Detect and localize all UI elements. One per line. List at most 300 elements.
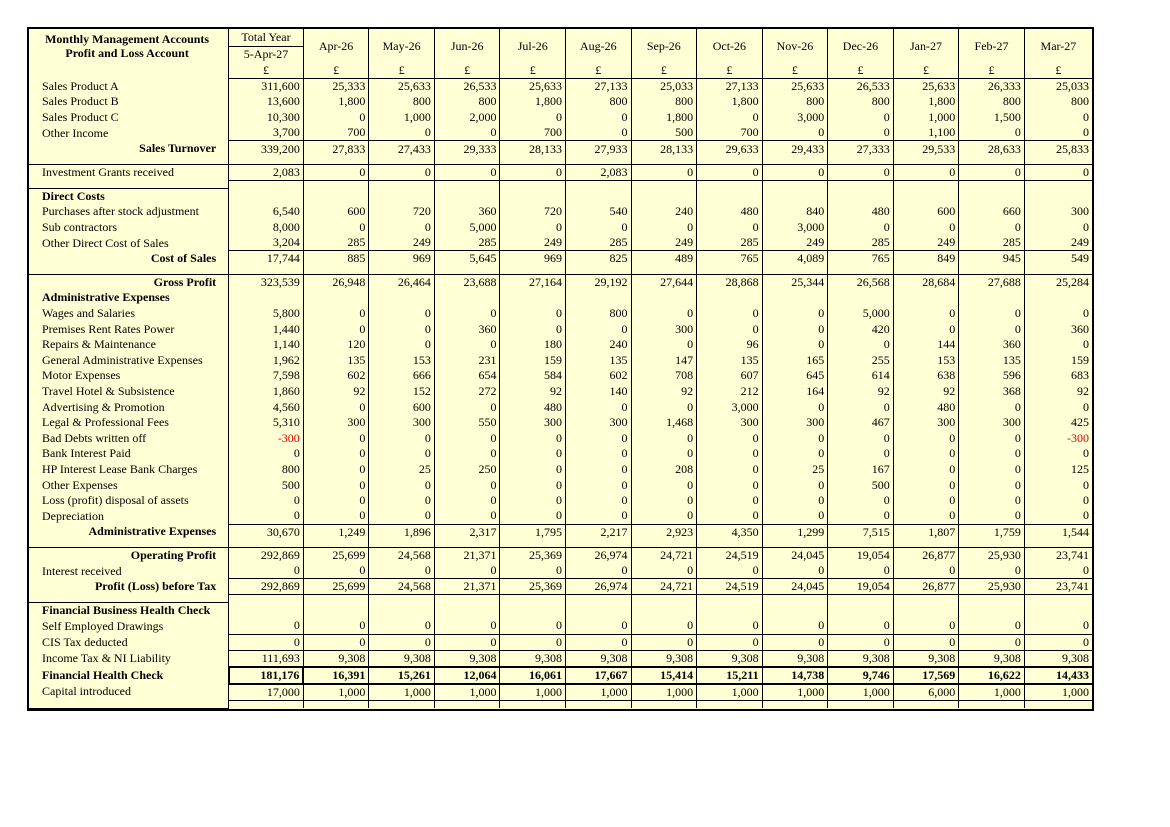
spacer-cell bbox=[893, 595, 959, 603]
month-value-cell: 0 bbox=[434, 618, 500, 634]
month-value-cell: 480 bbox=[893, 399, 959, 415]
spacer-cell bbox=[303, 595, 369, 603]
month-value-cell: 0 bbox=[893, 477, 959, 493]
spacer-cell bbox=[893, 181, 959, 189]
month-value-cell: 0 bbox=[434, 399, 500, 415]
empty-cell bbox=[697, 603, 763, 619]
empty-cell bbox=[303, 603, 369, 619]
month-value-cell: 120 bbox=[303, 337, 369, 353]
month-value-cell: 27,433 bbox=[369, 141, 435, 157]
month-header: Dec-26 bbox=[828, 29, 894, 63]
total-year-cell: 8,000 bbox=[229, 220, 304, 236]
month-value-cell: 0 bbox=[762, 321, 828, 337]
row-label-sub-contractors: Sub contractors bbox=[29, 220, 229, 236]
month-value-cell: 0 bbox=[303, 306, 369, 322]
month-value-cell: 0 bbox=[762, 493, 828, 509]
month-value-cell: 0 bbox=[893, 321, 959, 337]
empty-cell bbox=[229, 290, 304, 306]
month-value-cell: 0 bbox=[762, 446, 828, 462]
total-year-cell: 0 bbox=[229, 493, 304, 509]
spacer-cell bbox=[762, 267, 828, 275]
month-value-cell: 0 bbox=[697, 430, 763, 446]
month-value-cell: 600 bbox=[893, 204, 959, 220]
month-value-cell: 0 bbox=[1024, 634, 1092, 650]
month-value-cell: 27,833 bbox=[303, 141, 369, 157]
month-value-cell: 0 bbox=[631, 477, 697, 493]
month-value-cell: 212 bbox=[697, 384, 763, 400]
empty-cell bbox=[762, 603, 828, 619]
currency-symbol: £ bbox=[631, 63, 697, 79]
row-label-investment-grants-received: Investment Grants received bbox=[29, 165, 229, 181]
month-value-cell: 300 bbox=[303, 415, 369, 431]
month-value-cell: 0 bbox=[762, 306, 828, 322]
total-year-cell: 0 bbox=[229, 634, 304, 650]
month-value-cell: 26,974 bbox=[566, 579, 632, 595]
currency-symbol: £ bbox=[762, 63, 828, 79]
currency-symbol: £ bbox=[369, 63, 435, 79]
month-value-cell: 27,164 bbox=[500, 275, 566, 291]
month-value-cell: 27,688 bbox=[959, 275, 1025, 291]
month-value-cell: 0 bbox=[434, 446, 500, 462]
spacer-row bbox=[29, 157, 1092, 165]
month-value-cell: 2,000 bbox=[434, 110, 500, 126]
spacer-row bbox=[29, 267, 1092, 275]
month-value-cell: 800 bbox=[434, 94, 500, 110]
month-value-cell: 584 bbox=[500, 368, 566, 384]
month-value-cell: 7,515 bbox=[828, 524, 894, 540]
month-value-cell: 0 bbox=[893, 508, 959, 524]
total-year-cell: 311,600 bbox=[229, 79, 304, 95]
table-row bbox=[29, 399, 1092, 415]
empty-cell bbox=[828, 189, 894, 205]
month-value-cell: 1,000 bbox=[434, 684, 500, 701]
month-value-cell: 25,369 bbox=[500, 548, 566, 564]
spacer-cell bbox=[500, 181, 566, 189]
spacer-cell bbox=[697, 157, 763, 165]
spacer-cell bbox=[500, 267, 566, 275]
table-row bbox=[29, 618, 1092, 634]
total-year-cell: 10,300 bbox=[229, 110, 304, 126]
month-value-cell: 27,644 bbox=[631, 275, 697, 291]
month-value-cell: 840 bbox=[762, 204, 828, 220]
month-value-cell: 0 bbox=[566, 462, 632, 478]
month-value-cell: 0 bbox=[303, 508, 369, 524]
spacer-cell bbox=[959, 181, 1025, 189]
month-value-cell: 9,308 bbox=[762, 650, 828, 667]
empty-cell bbox=[229, 603, 304, 619]
month-value-cell: 135 bbox=[303, 353, 369, 369]
spacer-cell bbox=[1024, 595, 1092, 603]
spacer-row bbox=[29, 700, 1092, 708]
month-value-cell: 0 bbox=[500, 430, 566, 446]
month-header: Apr-26 bbox=[303, 29, 369, 63]
month-value-cell: 16,391 bbox=[303, 667, 369, 684]
month-value-cell: 28,868 bbox=[697, 275, 763, 291]
total-year-cell: 181,176 bbox=[229, 667, 304, 684]
spacer-cell bbox=[959, 700, 1025, 708]
spacer-cell bbox=[303, 267, 369, 275]
row-label-bank-interest-paid: Bank Interest Paid bbox=[29, 446, 229, 462]
month-value-cell: 24,519 bbox=[697, 579, 763, 595]
month-value-cell: 5,000 bbox=[828, 306, 894, 322]
month-value-cell: 23,741 bbox=[1024, 579, 1092, 595]
month-value-cell: 700 bbox=[303, 125, 369, 141]
month-value-cell: 249 bbox=[762, 235, 828, 251]
month-value-cell: 0 bbox=[1024, 306, 1092, 322]
month-value-cell: 0 bbox=[303, 446, 369, 462]
month-value-cell: 25,930 bbox=[959, 579, 1025, 595]
spacer-cell bbox=[369, 267, 435, 275]
month-value-cell: 153 bbox=[893, 353, 959, 369]
month-value-cell: 360 bbox=[1024, 321, 1092, 337]
total-year-cell: 1,860 bbox=[229, 384, 304, 400]
month-value-cell: 0 bbox=[303, 321, 369, 337]
month-value-cell: 800 bbox=[566, 306, 632, 322]
month-value-cell: 16,622 bbox=[959, 667, 1025, 684]
month-value-cell: 0 bbox=[566, 493, 632, 509]
month-value-cell: 1,544 bbox=[1024, 524, 1092, 540]
month-value-cell: 0 bbox=[959, 220, 1025, 236]
month-value-cell: 360 bbox=[959, 337, 1025, 353]
month-value-cell: 800 bbox=[828, 94, 894, 110]
month-value-cell: 0 bbox=[1024, 563, 1092, 579]
month-value-cell: 0 bbox=[828, 337, 894, 353]
section-heading-row bbox=[29, 290, 1092, 306]
month-value-cell: 638 bbox=[893, 368, 959, 384]
month-value-cell: 285 bbox=[697, 235, 763, 251]
month-value-cell: 25 bbox=[369, 462, 435, 478]
month-value-cell: 0 bbox=[1024, 477, 1092, 493]
month-value-cell: 500 bbox=[631, 125, 697, 141]
month-value-cell: 0 bbox=[566, 430, 632, 446]
total-year-cell: 7,598 bbox=[229, 368, 304, 384]
month-value-cell: 231 bbox=[434, 353, 500, 369]
month-value-cell: 0 bbox=[697, 508, 763, 524]
month-value-cell: 26,333 bbox=[959, 79, 1025, 95]
row-label-other-direct-cost-of-sales: Other Direct Cost of Sales bbox=[29, 235, 229, 251]
month-value-cell: 92 bbox=[303, 384, 369, 400]
month-value-cell: 0 bbox=[434, 508, 500, 524]
month-value-cell: 29,533 bbox=[893, 141, 959, 157]
month-value-cell: 24,721 bbox=[631, 548, 697, 564]
month-value-cell: 0 bbox=[893, 493, 959, 509]
month-value-cell: 24,045 bbox=[762, 548, 828, 564]
spacer-cell bbox=[369, 700, 435, 708]
month-value-cell: 480 bbox=[500, 399, 566, 415]
empty-cell bbox=[697, 290, 763, 306]
month-value-cell: 9,308 bbox=[500, 650, 566, 667]
month-value-cell: 0 bbox=[369, 618, 435, 634]
month-value-cell: 0 bbox=[697, 618, 763, 634]
month-value-cell: 240 bbox=[631, 204, 697, 220]
month-value-cell: 0 bbox=[828, 446, 894, 462]
month-value-cell: 0 bbox=[566, 220, 632, 236]
month-header: Jan-27 bbox=[893, 29, 959, 63]
month-value-cell: 0 bbox=[500, 477, 566, 493]
total-year-cell: 339,200 bbox=[229, 141, 304, 157]
month-value-cell: 167 bbox=[828, 462, 894, 478]
month-value-cell: 15,211 bbox=[697, 667, 763, 684]
month-value-cell: 0 bbox=[697, 634, 763, 650]
month-value-cell: 3,000 bbox=[697, 399, 763, 415]
month-value-cell: 0 bbox=[303, 110, 369, 126]
month-value-cell: 0 bbox=[500, 634, 566, 650]
profit-loss-table bbox=[29, 29, 1092, 709]
year-end-header: 5-Apr-27 bbox=[229, 46, 304, 63]
spacer-cell bbox=[566, 540, 632, 548]
month-value-cell: 1,000 bbox=[959, 684, 1025, 701]
table-row bbox=[29, 415, 1092, 431]
empty-cell bbox=[229, 189, 304, 205]
spacer-cell bbox=[566, 267, 632, 275]
month-value-cell: 1,000 bbox=[697, 684, 763, 701]
spacer-cell bbox=[303, 700, 369, 708]
month-value-cell: 300 bbox=[762, 415, 828, 431]
empty-cell bbox=[828, 290, 894, 306]
month-value-cell: 0 bbox=[697, 446, 763, 462]
month-value-cell: 602 bbox=[303, 368, 369, 384]
month-value-cell: 0 bbox=[303, 399, 369, 415]
row-label-administrative-expenses: Administrative Expenses bbox=[29, 290, 229, 306]
empty-cell bbox=[566, 189, 632, 205]
month-value-cell: 29,333 bbox=[434, 141, 500, 157]
month-value-cell: 19,054 bbox=[828, 579, 894, 595]
table-row bbox=[29, 446, 1092, 462]
empty-cell bbox=[566, 290, 632, 306]
spacer-cell bbox=[229, 181, 304, 189]
month-value-cell: 5,645 bbox=[434, 251, 500, 267]
month-value-cell: 300 bbox=[500, 415, 566, 431]
month-value-cell: 800 bbox=[959, 94, 1025, 110]
spacer-cell bbox=[29, 595, 229, 603]
month-value-cell: 2,923 bbox=[631, 524, 697, 540]
month-value-cell: 125 bbox=[1024, 462, 1092, 478]
month-value-cell: 1,896 bbox=[369, 524, 435, 540]
spacer-cell bbox=[828, 595, 894, 603]
profit-loss-sheet bbox=[27, 27, 1094, 711]
month-value-cell: 0 bbox=[959, 493, 1025, 509]
row-label-advertising-promotion: Advertising & Promotion bbox=[29, 399, 229, 415]
month-value-cell: 425 bbox=[1024, 415, 1092, 431]
row-label-hp-interest-lease-bank-charges: HP Interest Lease Bank Charges bbox=[29, 462, 229, 478]
spacer-cell bbox=[566, 157, 632, 165]
month-value-cell: 0 bbox=[697, 477, 763, 493]
month-value-cell: 666 bbox=[369, 368, 435, 384]
month-value-cell: 92 bbox=[828, 384, 894, 400]
total-year-cell: 0 bbox=[229, 508, 304, 524]
spacer-cell bbox=[762, 700, 828, 708]
month-value-cell: 800 bbox=[762, 94, 828, 110]
spacer-cell bbox=[828, 700, 894, 708]
month-value-cell: 0 bbox=[500, 165, 566, 181]
spacer-cell bbox=[697, 267, 763, 275]
table-row bbox=[29, 368, 1092, 384]
total-row bbox=[29, 141, 1092, 157]
row-label-travel-hotel-subsistence: Travel Hotel & Subsistence bbox=[29, 384, 229, 400]
spacer-cell bbox=[229, 157, 304, 165]
month-value-cell: 1,000 bbox=[631, 684, 697, 701]
month-value-cell: 0 bbox=[959, 306, 1025, 322]
month-value-cell: 0 bbox=[959, 125, 1025, 141]
month-value-cell: 25,930 bbox=[959, 548, 1025, 564]
month-value-cell: 1,807 bbox=[893, 524, 959, 540]
spacer-cell bbox=[566, 181, 632, 189]
month-value-cell: 0 bbox=[959, 634, 1025, 650]
month-value-cell: 25,284 bbox=[1024, 275, 1092, 291]
month-value-cell: 135 bbox=[697, 353, 763, 369]
month-header: Nov-26 bbox=[762, 29, 828, 63]
month-value-cell: 969 bbox=[369, 251, 435, 267]
month-value-cell: 9,308 bbox=[303, 650, 369, 667]
spacer-cell bbox=[828, 267, 894, 275]
month-value-cell: 0 bbox=[303, 165, 369, 181]
total-year-cell: 1,440 bbox=[229, 321, 304, 337]
month-value-cell: 135 bbox=[566, 353, 632, 369]
month-value-cell: 25,699 bbox=[303, 548, 369, 564]
month-value-cell: 0 bbox=[762, 508, 828, 524]
spacer-cell bbox=[29, 181, 229, 189]
row-label-sales-product-a: Sales Product A bbox=[29, 79, 229, 95]
empty-cell bbox=[631, 189, 697, 205]
month-value-cell: 25,633 bbox=[893, 79, 959, 95]
total-year-cell: 4,560 bbox=[229, 399, 304, 415]
month-value-cell: 0 bbox=[893, 563, 959, 579]
spacer-cell bbox=[229, 267, 304, 275]
month-value-cell: 0 bbox=[1024, 337, 1092, 353]
month-value-cell: 24,519 bbox=[697, 548, 763, 564]
month-value-cell: 9,308 bbox=[434, 650, 500, 667]
month-value-cell: 144 bbox=[893, 337, 959, 353]
spacer-cell bbox=[303, 540, 369, 548]
empty-cell bbox=[1024, 189, 1092, 205]
month-value-cell: 0 bbox=[893, 306, 959, 322]
table-row bbox=[29, 462, 1092, 478]
month-value-cell: 0 bbox=[303, 477, 369, 493]
month-value-cell: 165 bbox=[762, 353, 828, 369]
spacer-cell bbox=[369, 181, 435, 189]
section-heading-row bbox=[29, 603, 1092, 619]
month-value-cell: 240 bbox=[566, 337, 632, 353]
total-year-cell: 5,310 bbox=[229, 415, 304, 431]
month-value-cell: 23,741 bbox=[1024, 548, 1092, 564]
month-value-cell: 2,083 bbox=[566, 165, 632, 181]
spacer-cell bbox=[303, 157, 369, 165]
table-row bbox=[29, 563, 1092, 579]
month-header: Jul-26 bbox=[500, 29, 566, 63]
empty-cell bbox=[1024, 603, 1092, 619]
month-value-cell: 1,100 bbox=[893, 125, 959, 141]
month-value-cell: 0 bbox=[697, 321, 763, 337]
month-header: Jun-26 bbox=[434, 29, 500, 63]
month-value-cell: 0 bbox=[959, 477, 1025, 493]
month-value-cell: 0 bbox=[631, 220, 697, 236]
month-value-cell: 25,633 bbox=[500, 79, 566, 95]
month-value-cell: 0 bbox=[566, 618, 632, 634]
currency-row bbox=[29, 63, 1092, 79]
spacer-cell bbox=[959, 540, 1025, 548]
row-label-capital-introduced: Capital introduced bbox=[29, 684, 229, 701]
month-value-cell: 0 bbox=[434, 125, 500, 141]
report-title bbox=[29, 29, 229, 63]
table-row bbox=[29, 321, 1092, 337]
row-label-self-employed-drawings: Self Employed Drawings bbox=[29, 618, 229, 634]
spacer-cell bbox=[500, 157, 566, 165]
empty-cell bbox=[959, 290, 1025, 306]
month-value-cell: 0 bbox=[959, 399, 1025, 415]
month-value-cell: 0 bbox=[959, 430, 1025, 446]
spacer-cell bbox=[434, 700, 500, 708]
month-value-cell: 25,344 bbox=[762, 275, 828, 291]
total-row bbox=[29, 579, 1092, 595]
month-value-cell: 720 bbox=[500, 204, 566, 220]
month-value-cell: 0 bbox=[303, 618, 369, 634]
total-year-cell: 17,000 bbox=[229, 684, 304, 701]
month-value-cell: 0 bbox=[1024, 165, 1092, 181]
month-value-cell: 0 bbox=[697, 493, 763, 509]
total-year-cell: 6,540 bbox=[229, 204, 304, 220]
table-row bbox=[29, 165, 1092, 181]
month-value-cell: 0 bbox=[303, 430, 369, 446]
row-label-sales-product-b: Sales Product B bbox=[29, 94, 229, 110]
month-value-cell: 885 bbox=[303, 251, 369, 267]
month-value-cell: 29,192 bbox=[566, 275, 632, 291]
month-value-cell: 0 bbox=[1024, 399, 1092, 415]
month-value-cell: 1,000 bbox=[303, 684, 369, 701]
row-label-interest-received: Interest received bbox=[29, 563, 229, 579]
month-value-cell: 600 bbox=[303, 204, 369, 220]
month-value-cell: 0 bbox=[1024, 110, 1092, 126]
row-label-premises-rent-rates-power: Premises Rent Rates Power bbox=[29, 321, 229, 337]
month-value-cell: 0 bbox=[893, 446, 959, 462]
month-value-cell: 1,249 bbox=[303, 524, 369, 540]
total-year-cell: 30,670 bbox=[229, 524, 304, 540]
month-value-cell: 27,933 bbox=[566, 141, 632, 157]
month-value-cell: 15,261 bbox=[369, 667, 435, 684]
month-value-cell: 0 bbox=[303, 493, 369, 509]
month-value-cell: 0 bbox=[434, 563, 500, 579]
table-row bbox=[29, 110, 1092, 126]
month-value-cell: 0 bbox=[959, 446, 1025, 462]
month-value-cell: 0 bbox=[566, 110, 632, 126]
month-value-cell: 249 bbox=[500, 235, 566, 251]
empty-cell bbox=[697, 189, 763, 205]
month-value-cell: 0 bbox=[1024, 618, 1092, 634]
currency-symbol: £ bbox=[229, 63, 304, 79]
month-header: Aug-26 bbox=[566, 29, 632, 63]
table-row bbox=[29, 684, 1092, 701]
total-year-cell: 13,600 bbox=[229, 94, 304, 110]
spacer-cell bbox=[1024, 157, 1092, 165]
row-label-gross-profit: Gross Profit bbox=[29, 275, 229, 291]
month-value-cell: 0 bbox=[369, 493, 435, 509]
month-value-cell: 249 bbox=[631, 235, 697, 251]
month-value-cell: 9,308 bbox=[369, 650, 435, 667]
month-value-cell: 0 bbox=[369, 165, 435, 181]
month-value-cell: 27,333 bbox=[828, 141, 894, 157]
month-value-cell: 1,000 bbox=[1024, 684, 1092, 701]
spacer-cell bbox=[631, 267, 697, 275]
empty-cell bbox=[303, 290, 369, 306]
month-value-cell: 250 bbox=[434, 462, 500, 478]
month-value-cell: 500 bbox=[828, 477, 894, 493]
month-value-cell: 1,000 bbox=[566, 684, 632, 701]
month-value-cell: 0 bbox=[697, 563, 763, 579]
total-year-cell: 800 bbox=[229, 462, 304, 478]
month-value-cell: 3,000 bbox=[762, 220, 828, 236]
month-value-cell: 1,000 bbox=[828, 684, 894, 701]
currency-symbol: £ bbox=[959, 63, 1025, 79]
month-value-cell: 92 bbox=[500, 384, 566, 400]
